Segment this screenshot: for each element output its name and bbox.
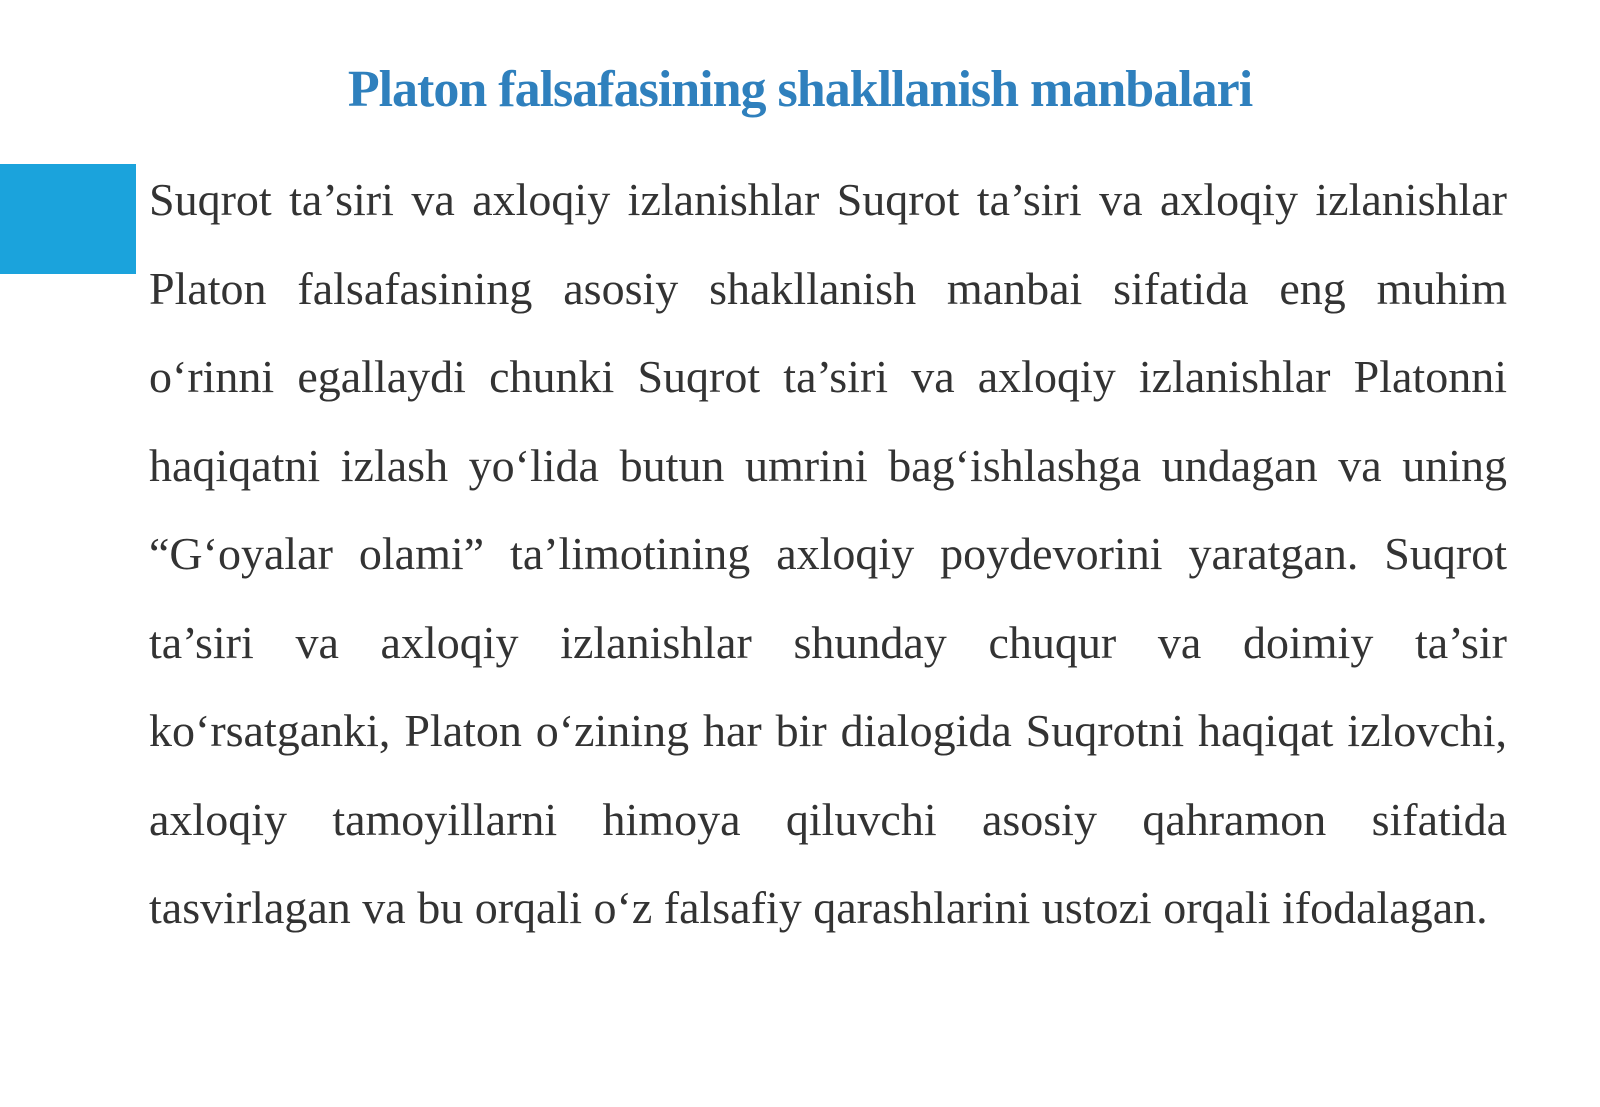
accent-bar: [0, 164, 136, 274]
slide-body-text: Suqrot ta’siri va axloqiy izlanishlar Suqrot ta’siri va axloqiy izlanishlar Platon falsafasining asosiy shakllanish manbai sifatida eng muhim o‘rinni egallaydi chunki Suqrot ta’siri va axloqiy izlanishlar Platonni haqiqatni izlash yo‘lida butun umrini bag‘ishlashga undagan va uning “G‘oyalar olami” ta’limotining axloqiy poydevorini yaratgan. Suqrot ta’siri va axloqiy izlanishlar shunday chuqur va doimiy ta’sir ko‘rsatganki, Platon o‘zining har bir dialogida Suqrotni haqiqat izlovchi, axloqiy tamoyillarni himoya qiluvchi asosiy qahramon sifatida tasvirlagan va bu orqali o‘z falsafiy qarashlarini ustozi orqali ifodalagan.: [149, 174, 1507, 933]
slide-title: Platon falsafasining shakllanish manbalari: [347, 61, 1253, 118]
